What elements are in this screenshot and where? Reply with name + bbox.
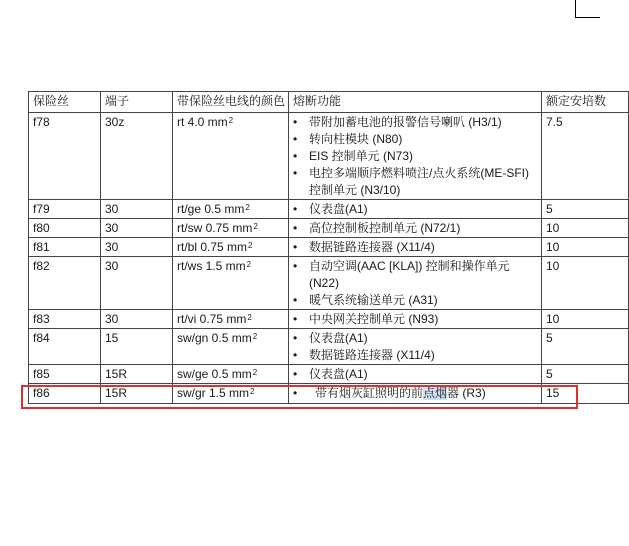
function-list-item: • 暖气系统输送单元 (A31) (293, 292, 537, 309)
wire-unit-superscript: 2 (252, 368, 258, 377)
fuse-cell: f83 (29, 310, 101, 329)
table-row (29, 365, 629, 384)
wire-color-text: rt/bl 0.75 mm (177, 240, 248, 254)
function-cell (289, 310, 542, 329)
function-cell (289, 200, 542, 219)
function-list (293, 201, 537, 218)
table-row (29, 257, 629, 310)
function-cell (289, 257, 542, 310)
function-list-item: • 带附加蓄电池的报警信号喇叭 (H3/1) (293, 114, 537, 131)
terminal-cell: 30 (101, 200, 173, 219)
wire-unit-superscript: 2 (245, 203, 250, 212)
terminal-cell: 15R (101, 384, 173, 404)
amperage-cell: 5 (542, 365, 629, 384)
function-text-after: 器 (R3) (447, 386, 486, 400)
header-function: 熔断功能 (289, 92, 542, 113)
header-terminal: 端子 (101, 92, 173, 113)
amperage-cell: 10 (542, 238, 629, 257)
header-wire-color: 带保险丝电线的颜色 (173, 92, 289, 113)
function-cell (289, 113, 542, 200)
function-list-item: • 中央网关控制单元 (N93) (293, 311, 537, 328)
wire-unit-superscript: 2 (228, 116, 234, 125)
wire-color-cell (173, 257, 289, 310)
amperage-cell: 10 (542, 219, 629, 238)
wire-color-text: sw/gr 1.5 mm (177, 386, 250, 400)
amperage-cell: 5 (542, 329, 629, 365)
amperage-cell: 10 (542, 257, 629, 310)
fuse-cell: f85 (29, 365, 101, 384)
function-list (293, 311, 537, 328)
selected-text[interactable]: 点烟 (423, 386, 448, 400)
amperage-cell: 7.5 (542, 113, 629, 200)
wire-unit-superscript: 2 (248, 241, 253, 250)
wire-color-cell (173, 113, 289, 200)
function-list-item: • 仪表盘(A1) (293, 201, 537, 218)
function-list-item: • 电控多端顺序燃料喷注/点火系统(ME-SFI) 控制单元 (N3/10) (293, 165, 537, 199)
fuse-cell: f78 (29, 113, 101, 200)
header-fuse: 保险丝 (29, 92, 101, 113)
wire-color-text: sw/gn 0.5 mm (177, 331, 252, 345)
wire-unit-superscript: 2 (246, 260, 252, 269)
fuse-cell: f84 (29, 329, 101, 365)
table-body (29, 113, 629, 404)
table-row (29, 219, 629, 238)
function-cell (289, 365, 542, 384)
wire-color-text: sw/ge 0.5 mm (177, 367, 252, 381)
table-row (29, 310, 629, 329)
wire-color-cell (173, 329, 289, 365)
wire-unit-superscript: 2 (253, 222, 258, 231)
wire-color-text: rt/ws 1.5 mm (177, 259, 246, 273)
function-list (293, 114, 537, 199)
table-row (29, 238, 629, 257)
fuse-table (28, 91, 629, 404)
red-highlight-box (21, 385, 578, 409)
wire-color-text: rt/vi 0.75 mm (177, 312, 247, 326)
function-list-item: • 仪表盘(A1) (293, 330, 537, 347)
wire-unit-superscript: 2 (247, 313, 252, 322)
wire-unit-superscript: 2 (250, 387, 255, 396)
function-list-item: • 数据链路连接器 (X11/4) (293, 347, 537, 364)
function-list-item: • 自动空调(AAC [KLA]) 控制和操作单元 (N22) (293, 258, 537, 292)
page-corner-horizontal-line (575, 17, 600, 18)
function-list (293, 258, 537, 309)
function-list (293, 220, 537, 237)
terminal-cell: 30 (101, 310, 173, 329)
function-list (293, 366, 537, 383)
fuse-cell: f80 (29, 219, 101, 238)
function-cell (289, 238, 542, 257)
table-row (29, 329, 629, 365)
function-list-item: • EIS 控制单元 (N73) (293, 148, 537, 165)
table-row (29, 200, 629, 219)
function-cell (289, 219, 542, 238)
terminal-cell: 15R (101, 365, 173, 384)
fuse-cell: f79 (29, 200, 101, 219)
function-list-item: • 数据链路连接器 (X11/4) (293, 239, 537, 256)
terminal-cell: 30z (101, 113, 173, 200)
amperage-cell: 10 (542, 310, 629, 329)
terminal-cell: 30 (101, 238, 173, 257)
fuse-cell: f86 (29, 384, 101, 404)
function-text-before: 带有烟灰缸照明的前 (315, 386, 424, 400)
amperage-cell: 15 (542, 384, 629, 404)
header-amperage: 额定安培数 (542, 92, 629, 113)
terminal-cell: 30 (101, 219, 173, 238)
wire-color-cell (173, 219, 289, 238)
wire-color-text: rt/ge 0.5 mm (177, 202, 245, 216)
wire-color-text: rt 4.0 mm (177, 115, 228, 129)
function-list (293, 239, 537, 256)
wire-color-cell (173, 238, 289, 257)
wire-color-text: rt/sw 0.75 mm (177, 221, 253, 235)
function-list-item: • 仪表盘(A1) (293, 366, 537, 383)
wire-color-cell (173, 365, 289, 384)
wire-unit-superscript: 2 (252, 332, 258, 341)
page-corner-vertical-line (575, 0, 576, 17)
fuse-cell: f82 (29, 257, 101, 310)
wire-color-cell (173, 200, 289, 219)
amperage-cell: 5 (542, 200, 629, 219)
function-list-item: • 高位控制板控制单元 (N72/1) (293, 220, 537, 237)
wire-color-cell (173, 310, 289, 329)
function-list-item: • 转向柱模块 (N80) (293, 131, 537, 148)
function-list (293, 330, 537, 364)
function-cell (289, 329, 542, 365)
terminal-cell: 30 (101, 257, 173, 310)
table-header-row (29, 92, 629, 113)
table-row (29, 113, 629, 200)
fuse-cell: f81 (29, 238, 101, 257)
terminal-cell: 15 (101, 329, 173, 365)
